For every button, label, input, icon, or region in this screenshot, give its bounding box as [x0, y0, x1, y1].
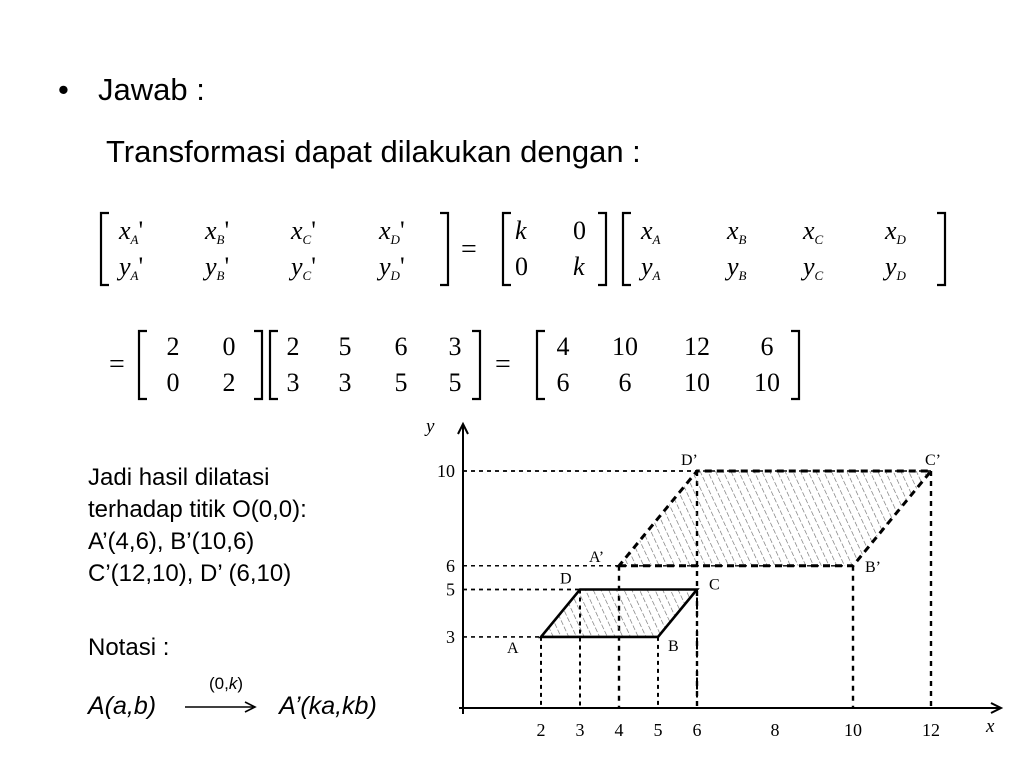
matrix-entry: y	[205, 252, 217, 281]
matrix-entry: k	[515, 216, 527, 245]
image-parallelogram	[619, 471, 931, 566]
svg-text:yA': yA'	[116, 252, 143, 283]
notation-from: A(a,b)	[88, 692, 157, 720]
svg-text:xB: xB	[727, 216, 747, 247]
bullet-icon: •	[58, 72, 69, 107]
bracket-left-icon	[503, 213, 511, 285]
equals-sign: =	[495, 349, 511, 380]
svg-text:xC': xC'	[291, 216, 316, 247]
heading: Jawab :	[98, 72, 205, 107]
matrix-entry: 5	[394, 368, 408, 397]
equals-sign: =	[461, 234, 477, 265]
matrix-entry: 3	[338, 368, 352, 397]
original-parallelogram	[541, 590, 697, 637]
bracket-left-icon	[101, 213, 109, 285]
matrix-entry: 5	[338, 332, 352, 361]
notation-to: A’(ka,kb)	[279, 692, 377, 720]
matrix-entry: 2	[286, 332, 300, 361]
bracket-left-icon	[270, 331, 278, 399]
bracket-left-icon	[139, 331, 147, 399]
matrix-entry: x	[291, 216, 303, 245]
matrix-entry: 10	[684, 368, 710, 397]
bracket-left-icon	[537, 331, 545, 399]
matrix-entry: y	[727, 252, 739, 281]
vertex-label: D	[560, 570, 572, 588]
vertex-label: A’	[589, 548, 605, 566]
y-tick-label: 5	[446, 579, 455, 600]
matrix-entry: 6	[760, 332, 774, 361]
x-tick-label: 5	[653, 720, 663, 740]
x-tick-label: 4	[614, 720, 624, 740]
heading-line	[58, 70, 205, 110]
vertex-label: B’	[865, 558, 881, 576]
bracket-right-icon	[791, 331, 799, 399]
x-axis-label: x	[986, 716, 995, 737]
matrix-entry: 5	[448, 368, 462, 397]
svg-text:xD': xD'	[379, 216, 405, 247]
svg-text:xD: xD	[885, 216, 906, 247]
bracket-right-icon	[937, 213, 945, 285]
matrix-entry: 10	[754, 368, 780, 397]
dilation-diagram	[420, 418, 1020, 768]
svg-text:yA: yA	[638, 252, 661, 283]
svg-text:yD': yD'	[376, 252, 405, 283]
x-tick-label: 6	[692, 720, 702, 740]
matrix-entry: 0	[222, 332, 236, 361]
bracket-left-icon	[623, 213, 631, 285]
x-tick-label: 2	[536, 720, 546, 740]
y-axis-label: y	[426, 418, 435, 437]
matrix-entry: y	[291, 252, 303, 281]
matrix-entry: x	[119, 216, 131, 245]
notation-label: Notasi :	[88, 634, 170, 661]
vertex-label: B	[668, 637, 679, 655]
matrix-entry: 3	[286, 368, 300, 397]
x-tick-label: 8	[770, 720, 780, 740]
matrix-entry: y	[379, 252, 391, 281]
matrix-entry: x	[727, 216, 739, 245]
matrix-entry: x	[379, 216, 391, 245]
matrix-entry: 0	[166, 368, 180, 397]
arrow-label: (0,k)	[209, 674, 244, 693]
y-tick-label: 6	[446, 555, 455, 576]
intro-text: Transformasi dapat dilakukan dengan :	[106, 134, 641, 169]
equals-sign: =	[109, 349, 125, 380]
vertex-label: A	[507, 639, 519, 657]
x-tick-label: 12	[922, 720, 940, 740]
arrow-right-icon	[183, 700, 259, 714]
x-tick-label: 3	[575, 720, 585, 740]
matrix-entry: 6	[394, 332, 408, 361]
vertex-label: C	[709, 576, 720, 594]
svg-text:xA: xA	[641, 216, 661, 247]
svg-text:xA': xA'	[119, 216, 144, 247]
equation-numeric	[105, 325, 825, 405]
matrix-entry: 12	[684, 332, 710, 361]
matrix-entry: x	[885, 216, 897, 245]
result-line: A’(4,6), B’(10,6)	[88, 528, 255, 555]
matrix-entry: 3	[448, 332, 462, 361]
svg-text:yD: yD	[882, 252, 907, 283]
matrix-entry: 0	[515, 252, 528, 281]
svg-text:xB': xB'	[205, 216, 230, 247]
matrix-entry: x	[641, 216, 653, 245]
matrix-entry: 2	[166, 332, 180, 361]
result-line: Jadi hasil dilatasi	[88, 464, 270, 491]
x-tick-label: 10	[844, 720, 862, 740]
bracket-right-icon	[598, 213, 606, 285]
matrix-entry: 6	[556, 368, 570, 397]
result-text	[88, 462, 307, 590]
matrix-entry: k	[573, 252, 585, 281]
bracket-right-icon	[254, 331, 262, 399]
result-line: terhadap titik O(0,0):	[88, 496, 307, 523]
bracket-right-icon	[440, 213, 448, 285]
matrix-entry: 2	[222, 368, 236, 397]
equation-general	[95, 205, 955, 295]
y-tick-label: 10	[437, 461, 455, 481]
svg-text:xC: xC	[803, 216, 824, 247]
matrix-entry: y	[885, 252, 897, 281]
matrix-entry: y	[119, 252, 131, 281]
svg-text:yC: yC	[800, 252, 824, 283]
matrix-entry: 4	[556, 332, 570, 361]
result-line: C’(12,10), D’ (6,10)	[88, 560, 292, 587]
svg-text:yC': yC'	[288, 252, 316, 283]
matrix-entry: 10	[612, 332, 638, 361]
svg-text:yB': yB'	[202, 252, 229, 283]
matrix-entry: 0	[573, 216, 586, 245]
bracket-right-icon	[472, 331, 480, 399]
svg-text:yB: yB	[724, 252, 747, 283]
notation-mapping	[88, 692, 377, 721]
matrix-entry: x	[205, 216, 217, 245]
vertex-label: D’	[681, 452, 698, 469]
matrix-entry: y	[641, 252, 653, 281]
matrix-entry: y	[803, 252, 815, 281]
matrix-entry: x	[803, 216, 815, 245]
vertex-label: C’	[925, 452, 941, 469]
y-tick-label: 3	[446, 626, 455, 647]
matrix-entry: 6	[618, 368, 632, 397]
